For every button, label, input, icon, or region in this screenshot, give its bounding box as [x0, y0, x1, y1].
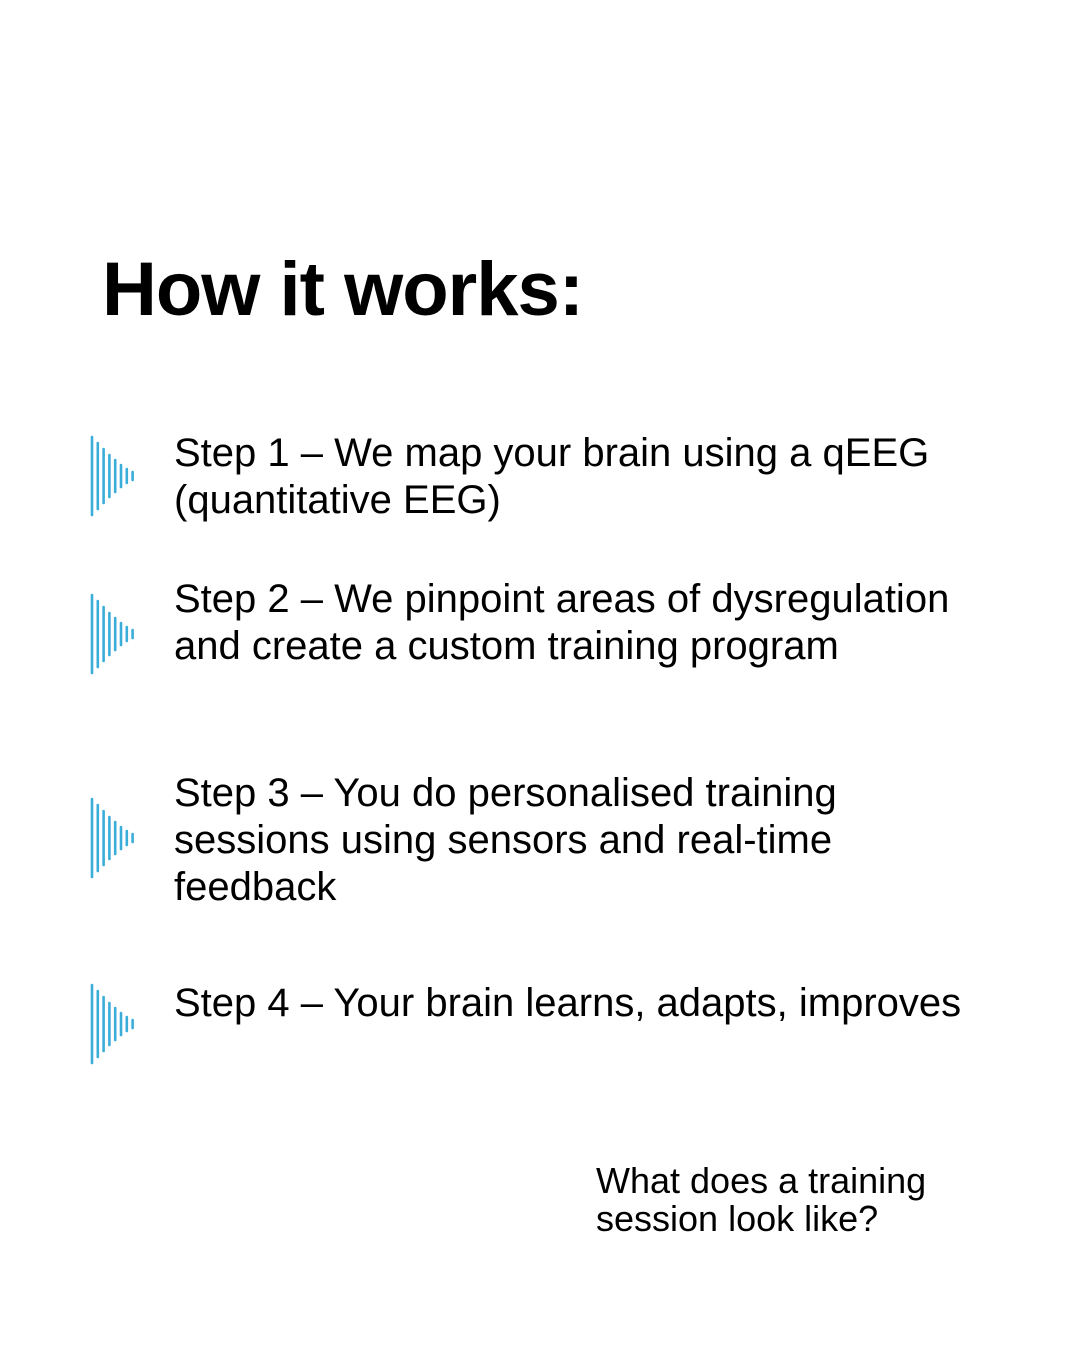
step-text-3: Step 3 – You do personalised training sessions using sensors and real-time feedback [174, 771, 837, 909]
signal-bars-icon [88, 982, 140, 1066]
step-text-4: Step 4 – Your brain learns, adapts, improves [174, 981, 962, 1025]
signal-bars-icon [88, 434, 140, 518]
page-title: How it works: [102, 247, 584, 332]
signal-bars-icon [88, 592, 140, 676]
step-text-2: Step 2 – We pinpoint areas of dysregulation and create a custom training program [174, 577, 950, 668]
training-session-link[interactable]: What does a training session look like? [596, 1160, 927, 1239]
step-text-1: Step 1 – We map your brain using a qEEG (quantitative EEG) [174, 431, 930, 522]
signal-bars-icon [88, 796, 140, 880]
